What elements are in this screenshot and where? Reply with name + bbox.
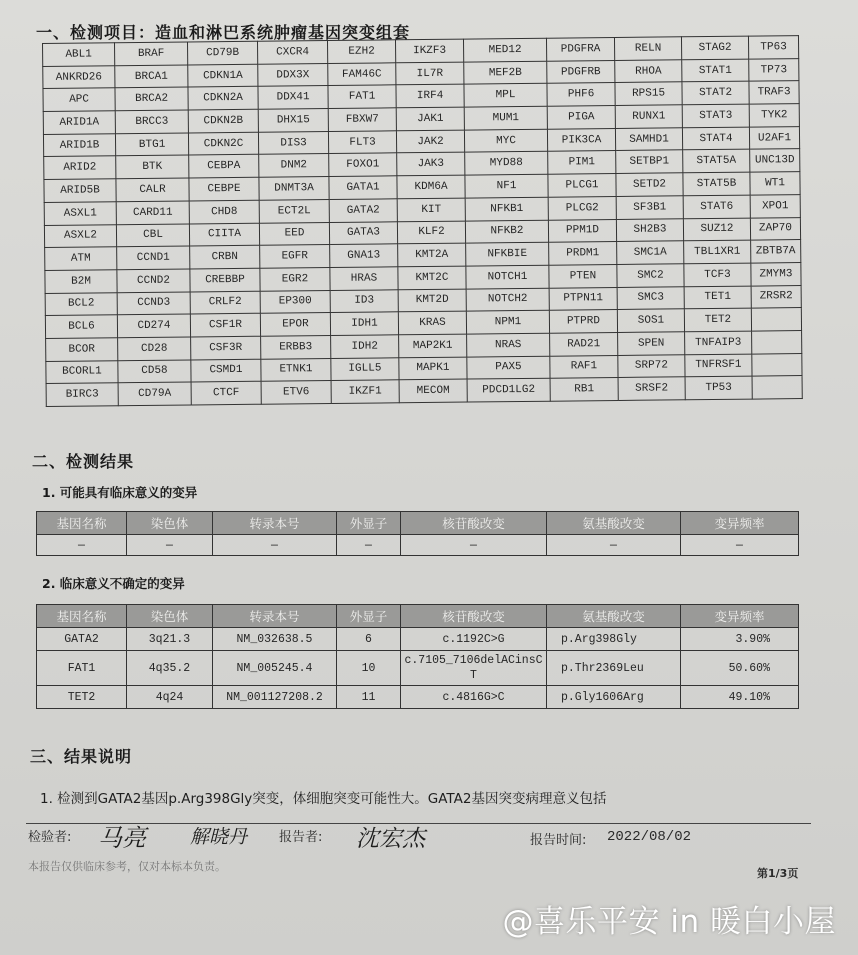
gene-cell: IL7R xyxy=(396,62,464,85)
gene-cell: SAMHD1 xyxy=(615,128,682,151)
table-cell: GATA2 xyxy=(37,628,127,651)
gene-cell: RB1 xyxy=(550,378,618,401)
gene-cell: DHX15 xyxy=(258,109,328,132)
gene-cell: IDH1 xyxy=(330,312,398,335)
gene-cell: NOTCH1 xyxy=(466,265,549,289)
tester-signature-2: 解晓丹 xyxy=(190,826,248,848)
gene-cell: FBXW7 xyxy=(328,108,396,131)
gene-cell: GATA3 xyxy=(329,221,397,244)
gene-cell: NFKB2 xyxy=(465,220,548,244)
column-header: 染色体 xyxy=(127,605,213,628)
gene-cell: CRLF2 xyxy=(190,291,260,314)
gene-cell: BRCC3 xyxy=(115,110,188,133)
gene-cell: DDX41 xyxy=(258,86,328,109)
gene-cell: ID3 xyxy=(330,289,398,312)
gene-cell: EED xyxy=(259,222,329,245)
gene-cell: CEBPA xyxy=(189,155,259,178)
reporter-signature: 沈宏杰 xyxy=(356,826,425,852)
gene-cell: PIM1 xyxy=(548,151,616,174)
gene-cell: EZH2 xyxy=(327,40,395,63)
gene-cell: KLF2 xyxy=(397,221,465,244)
gene-cell: NRAS xyxy=(467,333,550,357)
column-header: 变异频率 xyxy=(681,512,799,535)
gene-cell: FAM46C xyxy=(328,62,396,85)
gene-cell: STAT6 xyxy=(683,195,750,218)
table-cell: FAT1 xyxy=(37,651,127,686)
gene-cell: ZMYM3 xyxy=(751,262,801,285)
gene-cell: BCL2 xyxy=(45,292,117,315)
gene-cell: KRAS xyxy=(398,311,466,334)
gene-cell: TBL1XR1 xyxy=(684,240,751,263)
gene-cell: TET2 xyxy=(684,308,751,331)
gene-cell: STAT4 xyxy=(682,127,749,150)
gene-cell: ERBB3 xyxy=(261,335,331,358)
gene-cell: BTG1 xyxy=(115,133,188,156)
gene-cell: ECT2L xyxy=(259,199,329,222)
gene-cell: MED12 xyxy=(463,38,546,62)
column-header: 转录本号 xyxy=(213,512,337,535)
table-cell: — xyxy=(337,535,401,556)
column-header: 基因名称 xyxy=(37,605,127,628)
table-cell: 3q21.3 xyxy=(127,628,213,651)
table-cell: 4q24 xyxy=(127,686,213,709)
gene-cell: CDKN2C xyxy=(188,132,258,155)
gene-cell: FOXO1 xyxy=(329,153,397,176)
gene-cell: BTK xyxy=(116,155,189,178)
gene-cell: ASXL2 xyxy=(44,224,116,247)
table-cell: NM_032638.5 xyxy=(213,628,337,651)
gene-cell: CTCF xyxy=(191,382,261,405)
gene-cell: CBL xyxy=(116,223,189,246)
gene-cell: ETNK1 xyxy=(261,358,331,381)
column-header: 外显子 xyxy=(337,605,401,628)
gene-cell: RAD21 xyxy=(550,332,618,355)
table-row xyxy=(37,535,799,556)
gene-cell: RHOA xyxy=(615,59,682,82)
gene-cell: ZAP70 xyxy=(750,217,800,240)
table-row xyxy=(37,686,799,709)
gene-cell: BRCA1 xyxy=(115,65,188,88)
gene-cell xyxy=(751,308,801,331)
watermark: @喜乐平安 in 暖白小屋 xyxy=(502,904,836,940)
tester-signature-1: 马亮 xyxy=(98,824,146,852)
column-header: 变异频率 xyxy=(681,605,799,628)
gene-cell: STAT2 xyxy=(682,81,749,104)
gene-cell: GNA13 xyxy=(330,244,398,267)
gene-cell: PLCG1 xyxy=(548,174,616,197)
gene-cell: JAK2 xyxy=(396,130,464,153)
section2-title: 二、检测结果 xyxy=(32,452,135,471)
section1-title: 一、检测项目：造血和淋巴系统肿瘤基因突变组套 xyxy=(36,23,411,42)
gene-cell: SRP72 xyxy=(618,354,685,377)
table-cell: 11 xyxy=(337,686,401,709)
gene-cell: SMC1A xyxy=(617,241,684,264)
gene-cell: TP53 xyxy=(685,376,752,399)
table-cell: 10 xyxy=(337,651,401,686)
table-cell: 6 xyxy=(337,628,401,651)
clinical-variants-table xyxy=(36,511,799,556)
table-cell: p.Gly1606Arg xyxy=(547,686,681,709)
gene-cell: TNFAIP3 xyxy=(685,331,752,354)
gene-cell: TP63 xyxy=(748,36,798,59)
gene-cell: ARID2 xyxy=(44,156,116,179)
table-cell: NM_005245.4 xyxy=(213,651,337,686)
gene-cell: CDKN1A xyxy=(188,64,258,87)
table-cell: 4q35.2 xyxy=(127,651,213,686)
gene-cell: B2M xyxy=(45,270,117,293)
gene-cell: CALR xyxy=(116,178,189,201)
column-header: 氨基酸改变 xyxy=(547,512,681,535)
gene-cell: EPOR xyxy=(260,313,330,336)
gene-cell: MYD88 xyxy=(465,152,548,176)
column-header: 氨基酸改变 xyxy=(547,605,681,628)
gene-cell: STAG2 xyxy=(681,36,748,59)
table-cell: p.Arg398Gly xyxy=(547,628,681,651)
gene-cell: PDGFRB xyxy=(547,60,615,83)
gene-cell: RUNX1 xyxy=(615,105,682,128)
uncertain-variants-table xyxy=(36,604,799,709)
gene-cell: CD79B xyxy=(187,41,257,64)
gene-cell: FAT1 xyxy=(328,85,396,108)
gene-cell: RPS15 xyxy=(615,82,682,105)
gene-cell: MYC xyxy=(464,129,547,153)
gene-cell: CIITA xyxy=(189,223,259,246)
page-number: 第1/3页 xyxy=(757,867,799,880)
gene-cell: EGFR xyxy=(260,245,330,268)
gene-cell: TP73 xyxy=(749,58,799,81)
gene-cell: MUM1 xyxy=(464,106,547,130)
column-header: 转录本号 xyxy=(213,605,337,628)
section3-title: 三、结果说明 xyxy=(30,747,133,766)
gene-cell: ETV6 xyxy=(261,381,331,404)
gene-cell: TRAF3 xyxy=(749,81,799,104)
gene-cell: MAPK1 xyxy=(399,357,467,380)
gene-cell: CD79A xyxy=(118,382,191,405)
gene-cell: CDKN2B xyxy=(188,109,258,132)
result-explanation: 1. 检测到GATA2基因p.Arg398Gly突变，体细胞突变可能性大。GATA2基因突变病理意义包括 xyxy=(40,791,607,807)
gene-cell: CD58 xyxy=(118,360,191,383)
gene-cell: MECOM xyxy=(399,379,467,402)
column-header: 核苷酸改变 xyxy=(401,605,547,628)
table-cell: 49.10% xyxy=(681,686,799,709)
table-cell: — xyxy=(681,535,799,556)
tester-label: 检验者: xyxy=(28,830,72,845)
table-cell: — xyxy=(213,535,337,556)
gene-cell: RELN xyxy=(614,37,681,60)
gene-cell: PIK3CA xyxy=(547,128,615,151)
gene-cell: CXCR4 xyxy=(257,41,327,64)
gene-cell: EP300 xyxy=(260,290,330,313)
gene-cell: SMC2 xyxy=(617,264,684,287)
gene-cell: PTEN xyxy=(549,264,617,287)
gene-cell: SOS1 xyxy=(617,309,684,332)
gene-cell: PDGFRA xyxy=(546,38,614,61)
gene-cell: ZRSR2 xyxy=(751,285,801,308)
gene-cell: HRAS xyxy=(330,267,398,290)
gene-cell: DIS3 xyxy=(258,131,328,154)
table-cell: 50.60% xyxy=(681,651,799,686)
table-row xyxy=(37,628,799,651)
gene-cell: PLCG2 xyxy=(548,196,616,219)
gene-cell: SF3B1 xyxy=(616,196,683,219)
gene-cell: MEF2B xyxy=(464,61,547,85)
gene-cell: STAT5B xyxy=(683,172,750,195)
subsection2-title: 2. 临床意义不确定的变异 xyxy=(42,576,185,591)
gene-cell: U2AF1 xyxy=(749,126,799,149)
gene-cell: BCOR xyxy=(46,338,118,361)
gene-cell: BRAF xyxy=(115,42,188,65)
subsection1-title: 1. 可能具有临床意义的变异 xyxy=(42,485,198,500)
gene-cell: SPEN xyxy=(618,332,685,355)
gene-cell: UNC13D xyxy=(750,149,800,172)
table-cell: — xyxy=(547,535,681,556)
gene-cell: PHF6 xyxy=(547,83,615,106)
gene-cell: IRF4 xyxy=(396,84,464,107)
gene-cell: IDH2 xyxy=(331,335,399,358)
gene-cell: TNFRSF1 xyxy=(685,354,752,377)
table-cell: TET2 xyxy=(37,686,127,709)
table-cell: p.Thr2369Leu xyxy=(547,651,681,686)
gene-cell: NOTCH2 xyxy=(466,288,549,312)
report-time-value: 2022/08/02 xyxy=(607,829,692,845)
gene-cell: JAK3 xyxy=(397,153,465,176)
gene-cell: NF1 xyxy=(465,174,548,198)
gene-cell: ASXL1 xyxy=(44,202,116,225)
gene-cell: KMT2C xyxy=(398,266,466,289)
gene-cell: SETBP1 xyxy=(616,150,683,173)
gene-cell: IGLL5 xyxy=(331,357,399,380)
table-cell: — xyxy=(401,535,547,556)
gene-cell: CEBPE xyxy=(189,177,259,200)
table-cell: NM_001127208.2 xyxy=(213,686,337,709)
gene-cell: DNMT3A xyxy=(259,177,329,200)
gene-cell: CSMD1 xyxy=(191,359,261,382)
gene-cell: PRDM1 xyxy=(549,242,617,265)
gene-cell: EGR2 xyxy=(260,267,330,290)
table-cell: c.7105_7106delACinsCT xyxy=(401,651,547,686)
table-cell: 3.90% xyxy=(681,628,799,651)
gene-cell xyxy=(752,330,802,353)
gene-cell: ABL1 xyxy=(43,43,115,66)
gene-cell: BCL6 xyxy=(45,315,117,338)
gene-cell: RAF1 xyxy=(550,355,618,378)
gene-cell: STAT5A xyxy=(683,150,750,173)
gene-cell: KIT xyxy=(397,198,465,221)
gene-cell: CSF3R xyxy=(191,336,261,359)
column-header: 基因名称 xyxy=(37,512,127,535)
gene-cell: ATM xyxy=(45,247,117,270)
gene-cell: KMT2A xyxy=(398,243,466,266)
gene-cell: PTPN11 xyxy=(549,287,617,310)
gene-cell: CARD11 xyxy=(116,201,189,224)
gene-cell: CHD8 xyxy=(189,200,259,223)
gene-cell: GATA2 xyxy=(329,199,397,222)
gene-cell: SUZ12 xyxy=(683,218,750,241)
gene-cell: PAX5 xyxy=(467,356,550,380)
gene-cell: FLT3 xyxy=(328,131,396,154)
gene-cell: IKZF3 xyxy=(395,39,463,62)
gene-cell: DNM2 xyxy=(259,154,329,177)
gene-cell: ARID5B xyxy=(44,179,116,202)
gene-cell: APC xyxy=(43,88,115,111)
gene-cell: CCND1 xyxy=(117,246,190,269)
gene-cell: WT1 xyxy=(750,172,800,195)
gene-cell: CD28 xyxy=(118,337,191,360)
gene-cell: TCF3 xyxy=(684,263,751,286)
gene-cell: SH2B3 xyxy=(616,218,683,241)
gene-cell: BIRC3 xyxy=(46,383,118,406)
gene-cell: ZBTB7A xyxy=(751,240,801,263)
gene-cell xyxy=(752,376,802,399)
gene-cell: SRSF2 xyxy=(618,377,685,400)
table-cell: c.4816G>C xyxy=(401,686,547,709)
gene-cell: SETD2 xyxy=(616,173,683,196)
reporter-label: 报告者: xyxy=(279,830,323,845)
gene-cell: IKZF1 xyxy=(331,380,399,403)
table-cell: c.1192C>G xyxy=(401,628,547,651)
gene-cell: SMC3 xyxy=(617,286,684,309)
gene-cell: KDM6A xyxy=(397,175,465,198)
gene-cell: CDKN2A xyxy=(188,87,258,110)
gene-cell: ARID1A xyxy=(43,111,115,134)
gene-cell xyxy=(752,353,802,376)
gene-cell: NPM1 xyxy=(466,310,549,334)
table-cell: — xyxy=(127,535,213,556)
gene-cell: STAT3 xyxy=(682,104,749,127)
column-header: 外显子 xyxy=(337,512,401,535)
gene-cell: MPL xyxy=(464,84,547,108)
table-cell: — xyxy=(37,535,127,556)
gene-cell: MAP2K1 xyxy=(399,334,467,357)
gene-cell: TET1 xyxy=(684,286,751,309)
gene-cell: NFKB1 xyxy=(465,197,548,221)
gene-cell: PPM1D xyxy=(548,219,616,242)
gene-cell: XPO1 xyxy=(750,194,800,217)
gene-cell: BCORL1 xyxy=(46,360,118,383)
gene-panel-table xyxy=(42,35,803,407)
gene-cell: PDCD1LG2 xyxy=(467,379,550,403)
gene-cell: GATA1 xyxy=(329,176,397,199)
column-header: 染色体 xyxy=(127,512,213,535)
report-time-label: 报告时间: xyxy=(530,833,587,848)
gene-cell: PIGA xyxy=(547,106,615,129)
gene-cell: STAT1 xyxy=(682,59,749,82)
column-header: 核苷酸改变 xyxy=(401,512,547,535)
gene-cell: JAK1 xyxy=(396,107,464,130)
gene-cell: ANKRD26 xyxy=(43,65,115,88)
gene-cell: CCND2 xyxy=(117,269,190,292)
gene-cell: CD274 xyxy=(117,314,190,337)
disclaimer: 本报告仅供临床参考，仅对本标本负责。 xyxy=(28,860,226,873)
gene-cell: ARID1B xyxy=(43,133,115,156)
gene-cell: BRCA2 xyxy=(115,87,188,110)
gene-cell: PTPRD xyxy=(549,310,617,333)
gene-cell: TYK2 xyxy=(749,104,799,127)
gene-cell: CRBN xyxy=(190,245,260,268)
table-row xyxy=(37,651,799,686)
gene-cell: CREBBP xyxy=(190,268,260,291)
gene-cell: CCND3 xyxy=(117,292,190,315)
gene-cell: CSF1R xyxy=(190,313,260,336)
gene-cell: NFKBIE xyxy=(466,242,549,266)
gene-cell: KMT2D xyxy=(398,289,466,312)
gene-cell: DDX3X xyxy=(258,63,328,86)
